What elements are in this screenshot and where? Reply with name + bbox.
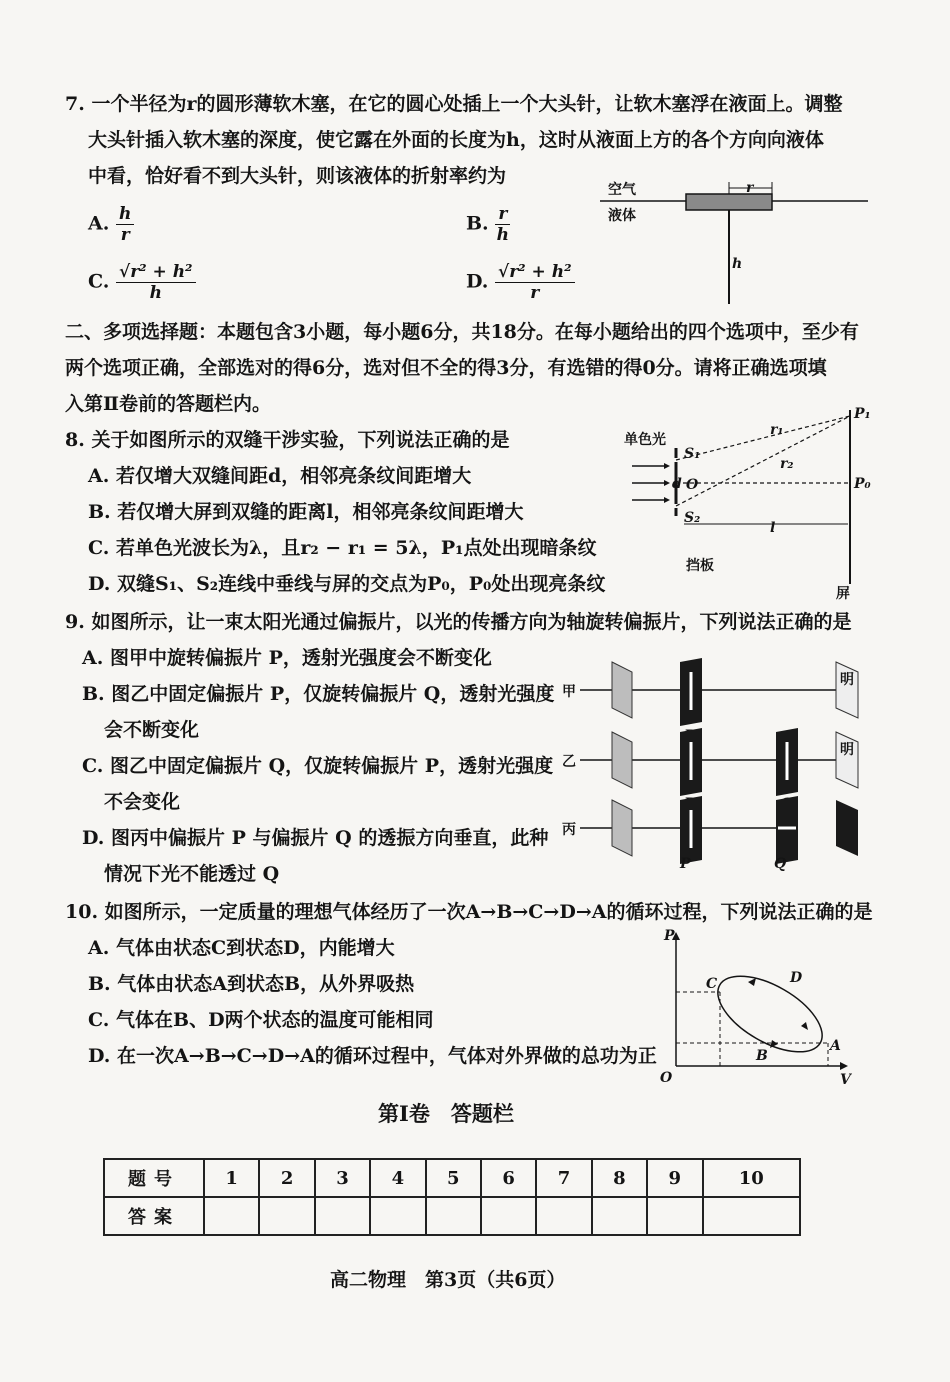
label-p1: P₁ (854, 406, 871, 422)
q7-stem-line3: 中看，恰好看不到大头针，则该液体的折射率约为 (88, 165, 507, 187)
label-q-bing: Q (774, 856, 787, 872)
answer-cell[interactable] (315, 1197, 370, 1235)
label-bing: 丙 (562, 822, 576, 838)
q9-option-c[interactable]: C. 图乙中固定偏振片 Q，仅旋转偏振片 P，透射光强度 (82, 755, 554, 777)
q7-option-a[interactable]: A. $\frac{h}{r}$ (88, 204, 134, 245)
row-bing (562, 796, 858, 872)
answer-cell[interactable] (647, 1197, 702, 1235)
q8-option-c[interactable]: C. 若单色光波长为λ，且r₂ − r₁ = 5λ，P₁点处出现暗条纹 (88, 537, 597, 559)
label-screen: 屏 (836, 586, 850, 602)
header-answer: 答案 (104, 1197, 204, 1235)
question-number: 4 (370, 1159, 425, 1197)
label-r1: r₁ (770, 422, 784, 438)
section2-line1: 二、多项选择题：本题包含3小题，每小题6分，共18分。在每小题给出的四个选项中，至少有 (65, 321, 859, 343)
label-d: d (672, 476, 682, 492)
question-number: 1 (204, 1159, 259, 1197)
q10-pv-diagram (658, 926, 858, 1086)
question-number: 2 (259, 1159, 314, 1197)
q10-option-b[interactable]: B. 气体由状态A到状态B，从外界吸热 (88, 973, 415, 995)
answer-cell[interactable] (703, 1197, 800, 1235)
cork-rect (686, 194, 772, 210)
q10-option-d[interactable]: D. 在一次A→B→C→D→A的循环过程中，气体对外界做的总功为正 (88, 1045, 657, 1067)
answer-cell[interactable] (481, 1197, 536, 1235)
q8-stem: 8. 关于如图所示的双缝干涉实验，下列说法正确的是 (65, 429, 510, 451)
label-state-a: A (830, 1038, 841, 1054)
answer-table (103, 1158, 801, 1236)
q10-stem: 10. 如图所示，一定质量的理想气体经历了一次A→B→C→D→A的循环过程，下列说法正确的是 (65, 901, 873, 923)
label-baffle: 挡板 (686, 558, 714, 574)
label-origin: O (660, 1070, 673, 1086)
question-number: 3 (315, 1159, 370, 1197)
question-number: 8 (592, 1159, 647, 1197)
label-s2: S₂ (684, 510, 701, 526)
q7-option-d[interactable]: D. $\frac{\text{√r² + h²}}{r}$ (466, 262, 575, 303)
answer-cell[interactable] (592, 1197, 647, 1235)
question-number: 6 (481, 1159, 536, 1197)
label-axis-v: V (840, 1072, 851, 1086)
label-r: r (746, 180, 754, 196)
label-liquid: 液体 (608, 208, 636, 224)
section2-line2: 两个选项正确，全部选对的得6分，选对但不全的得3分，有选错的得0分。请将正确选项填 (65, 357, 827, 379)
q7-stem-line2: 大头针插入软木塞的深度，使它露在外面的长度为h，这时从液面上方的各个方向向液体 (88, 129, 824, 151)
label-air: 空气 (608, 182, 636, 198)
q7-cork-figure (600, 176, 890, 306)
label-state-d: D (790, 970, 803, 986)
q10-option-a[interactable]: A. 气体由状态C到状态D，内能增大 (88, 937, 395, 959)
label-jia: 甲 (562, 684, 576, 700)
label-yi: 乙 (562, 754, 576, 770)
label-l: l (770, 520, 776, 536)
q8-option-b[interactable]: B. 若仅增大屏到双缝的距离l，相邻亮条纹间距增大 (88, 501, 524, 523)
question-number: 5 (426, 1159, 481, 1197)
question-number: 10 (703, 1159, 800, 1197)
question-number: 9 (647, 1159, 702, 1197)
q10-option-c[interactable]: C. 气体在B、D两个状态的温度可能相同 (88, 1009, 434, 1031)
label-r2: r₂ (780, 456, 794, 472)
row-yi (562, 728, 858, 812)
q8-double-slit-figure (620, 404, 885, 604)
q9-stem: 9. 如图所示，让一束太阳光通过偏振片，以光的传播方向为轴旋转偏振片，下列说法正确的是 (65, 611, 852, 633)
answer-cell[interactable] (536, 1197, 591, 1235)
label-axis-p: P (664, 928, 675, 944)
q9-option-c-cont: 不会变化 (104, 791, 181, 813)
header-question-number: 题号 (104, 1159, 204, 1197)
answer-cell[interactable] (259, 1197, 314, 1235)
q7-stem-line1: 7. 一个半径为r的圆形薄软木塞，在它的圆心处插上一个大头针，让软木塞浮在液面上。调整 (65, 93, 843, 115)
page-footer: 高二物理 第3页（共6页） (330, 1269, 566, 1291)
q8-option-a[interactable]: A. 若仅增大双缝间距d，相邻亮条纹间距增大 (88, 465, 472, 487)
section2-line3: 入第Ⅱ卷前的答题栏内。 (65, 393, 272, 415)
label-state-c: C (706, 976, 718, 992)
q9-option-b[interactable]: B. 图乙中固定偏振片 P，仅旋转偏振片 Q，透射光强度 (82, 683, 555, 705)
q9-option-d[interactable]: D. 图丙中偏振片 P 与偏振片 Q 的透振方向垂直，此种 (82, 827, 549, 849)
answer-sheet-title: 第Ⅰ卷 答题栏 (378, 1101, 514, 1126)
label-state-b: B (756, 1048, 768, 1064)
label-s1: S₁ (684, 446, 701, 462)
question-number: 7 (536, 1159, 591, 1197)
q7-option-b[interactable]: B. $\frac{r}{h}$ (466, 204, 509, 245)
label-p0: P₀ (854, 476, 871, 492)
q7-option-c[interactable]: C. $\frac{\text{√r² + h²}}{h}$ (88, 262, 196, 303)
q9-option-b-cont: 会不断变化 (104, 719, 200, 741)
q8-option-d[interactable]: D. 双缝S₁、S₂连线中垂线与屏的交点为P₀，P₀处出现亮条纹 (88, 573, 606, 595)
answer-table-answer-row (104, 1197, 800, 1235)
label-bright-yi: 明 (840, 742, 854, 758)
answer-table-number-row (104, 1159, 800, 1197)
label-p-bing: P (680, 856, 691, 872)
q9-option-a[interactable]: A. 图甲中旋转偏振片 P，透射光强度会不断变化 (82, 647, 492, 669)
label-monochromatic: 单色光 (624, 432, 666, 448)
label-h: h (732, 256, 743, 272)
answer-cell[interactable] (370, 1197, 425, 1235)
answer-cell[interactable] (204, 1197, 259, 1235)
label-bright-jia: 明 (840, 672, 854, 688)
label-o: O (686, 477, 699, 493)
answer-cell[interactable] (426, 1197, 481, 1235)
q9-polarizer-figure (560, 654, 865, 874)
row-jia (562, 658, 858, 744)
q9-option-d-cont: 情况下光不能透过 Q (104, 863, 280, 885)
